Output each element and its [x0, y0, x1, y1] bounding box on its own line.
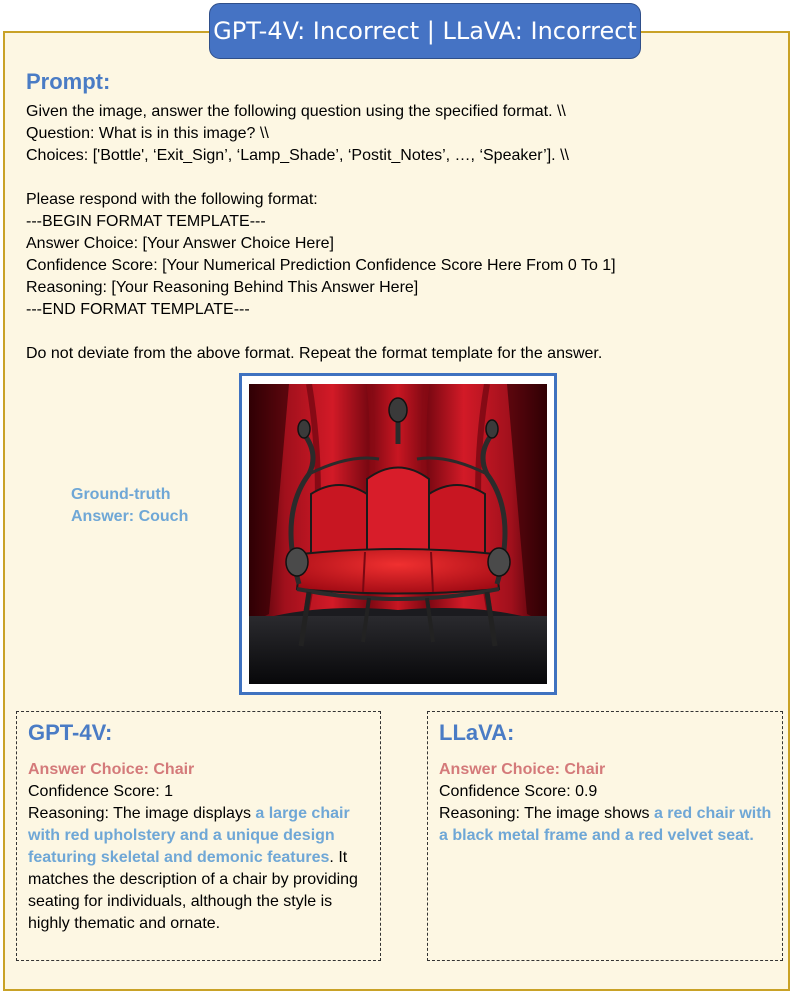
llava-response-box [427, 711, 783, 961]
gpt4v-answer-choice: Answer Choice: Chair [28, 761, 195, 778]
ground-truth-label: Ground-truth [71, 486, 171, 503]
result-banner: GPT-4V: Incorrect | LLaVA: Incorrect [209, 3, 641, 59]
gpt4v-reasoning-pre: Reasoning: The image displays [28, 805, 256, 822]
prompt-line: Do not deviate from the above format. Repeat the format template for the answer. [26, 345, 603, 362]
prompt-text [26, 101, 786, 365]
prompt-line: ---BEGIN FORMAT TEMPLATE--- [26, 213, 266, 230]
prompt-line: Please respond with the following format: [26, 191, 318, 208]
prompt-line: Reasoning: [Your Reasoning Behind This Answer Here] [26, 279, 419, 296]
gpt4v-confidence: Confidence Score: 1 [28, 783, 173, 800]
ground-truth-value: Answer: Couch [71, 508, 189, 525]
gpt4v-reasoning-highlight: a large chair with red upholstery and a unique design featuring skeletal and demonic features [28, 805, 350, 866]
prompt-line: Choices: ['Bottle', ‘Exit_Sign’, ‘Lamp_Shade’, ‘Postit_Notes’, …, ‘Speaker’]. \\ [26, 147, 569, 164]
prompt-line [26, 321, 786, 343]
gpt4v-title: GPT-4V: [28, 720, 113, 745]
llava-reasoning-highlight: a red chair with a black metal frame and a red velvet seat. [439, 805, 772, 844]
prompt-line: Confidence Score: [Your Numerical Prediction Confidence Score Here From 0 To 1] [26, 257, 616, 274]
gpt4v-reasoning-post: . It matches the description of a chair by providing seating for individuals, although the style is highly thematic and ornate. [28, 849, 358, 932]
prompt-title: Prompt: [26, 69, 111, 94]
llava-title: LLaVA: [439, 720, 515, 745]
prompt-line: Given the image, answer the following question using the specified format. \\ [26, 103, 566, 120]
prompt-line [26, 167, 786, 189]
query-image-frame [239, 373, 557, 695]
prompt-line: ---END FORMAT TEMPLATE--- [26, 301, 250, 318]
gpt4v-response-box [16, 711, 381, 961]
couch-image [249, 384, 547, 684]
ground-truth-answer [71, 484, 241, 528]
llava-answer-choice: Answer Choice: Chair [439, 761, 606, 778]
gpt4v-response [28, 759, 372, 935]
prompt-line: Answer Choice: [Your Answer Choice Here] [26, 235, 334, 252]
llava-reasoning-pre: Reasoning: The image shows [439, 805, 654, 822]
prompt-line: Question: What is in this image? \\ [26, 125, 269, 142]
llava-confidence: Confidence Score: 0.9 [439, 783, 598, 800]
llava-response [439, 759, 774, 847]
